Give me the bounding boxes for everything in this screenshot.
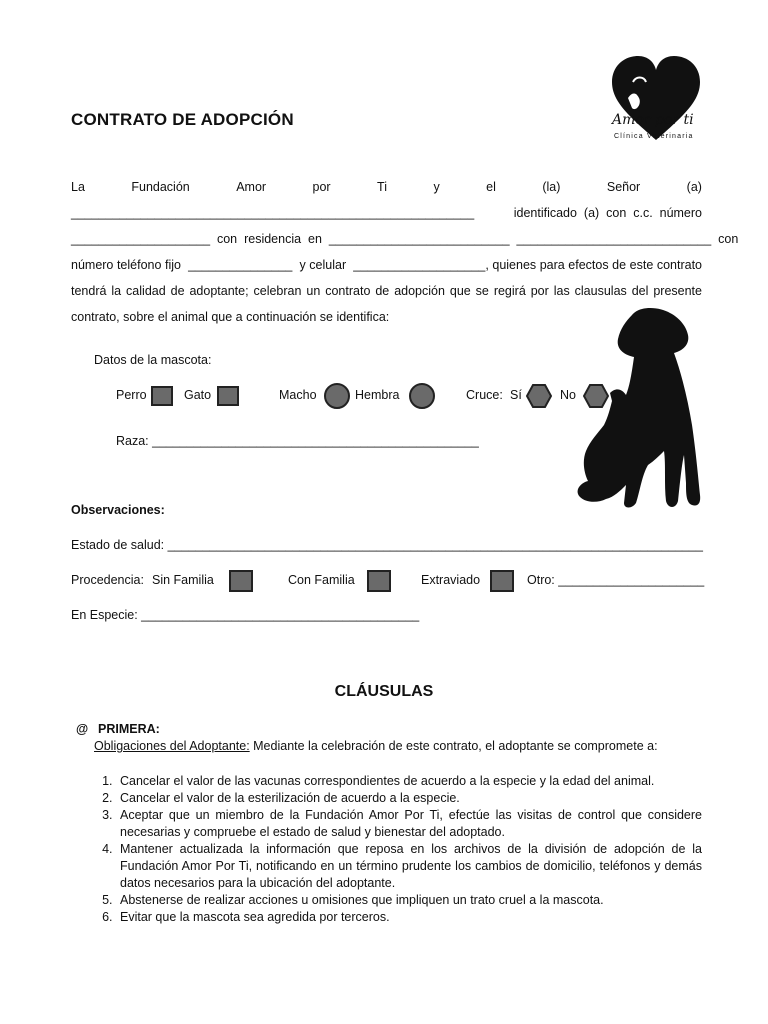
male-radio[interactable] bbox=[324, 383, 350, 409]
intro-line-4[interactable]: número teléfono fijo _______________ y celular ___________________, quienes para efectos de este contrato bbox=[71, 258, 702, 272]
male-label: Macho bbox=[279, 388, 317, 402]
health-status-field[interactable]: Estado de salud: _____________________________________________________________________________ bbox=[71, 538, 703, 552]
no-family-checkbox[interactable] bbox=[229, 570, 253, 592]
obligations-text: Mediante la celebración de este contrato, el adoptante se compromete a: bbox=[249, 739, 658, 753]
cross-no-option[interactable] bbox=[583, 383, 609, 409]
intro-line-5: tendrá la calidad de adoptante; celebran un contrato de adopción que se regirá por las clausulas del presente bbox=[71, 284, 702, 298]
dog-checkbox[interactable] bbox=[151, 386, 173, 406]
with-family-checkbox[interactable] bbox=[367, 570, 391, 592]
other-field[interactable]: Otro: _____________________ bbox=[527, 573, 705, 587]
list-item: 3. Aceptar que un miembro de la Fundación Amor Por Ti, efectúe las visitas de control que considere necesarias y compruebe el estado de salud y bienestar del adoptado. bbox=[116, 807, 702, 841]
cross-no-label: No bbox=[560, 388, 576, 402]
at-bullet-icon: @ bbox=[76, 722, 89, 736]
origin-label: Procedencia: bbox=[71, 573, 144, 587]
obligations-label: Obligaciones del Adoptante: bbox=[94, 739, 250, 753]
list-item: 6. Evitar que la mascota sea agredida por terceros. bbox=[116, 909, 702, 926]
page-title: CONTRATO DE ADOPCIÓN bbox=[71, 110, 294, 129]
list-item: 4. Mantener actualizada la información que reposa en los archivos de la división de adopción de la Fundación Amor Por Ti, notificando en un término prudente los cambios de domicilio, teléfonos y demás datos necesarios para la ubicación del adoptante. bbox=[116, 841, 702, 892]
pet-data-heading: Datos de la mascota: bbox=[94, 353, 212, 367]
name-blank[interactable]: __________________________________________________________ bbox=[71, 206, 475, 220]
cross-label: Cruce: bbox=[466, 388, 503, 402]
breed-field[interactable]: Raza: _______________________________________________ bbox=[116, 434, 479, 448]
list-item: 5. Abstenerse de realizar acciones u omisiones que impliquen un trato cruel a la mascota. bbox=[116, 892, 702, 909]
cat-checkbox[interactable] bbox=[217, 386, 239, 406]
cross-yes-label: Sí bbox=[510, 388, 522, 402]
cat-label: Gato bbox=[184, 388, 212, 402]
first-clause-heading: PRIMERA: bbox=[98, 722, 160, 736]
female-label: Hembra bbox=[355, 388, 400, 402]
list-item: 1. Cancelar el valor de las vacunas correspondientes de acuerdo a la especie y la edad del animal. bbox=[116, 773, 702, 790]
list-item: 2. Cancelar el valor de la esterilización de acuerdo a la especie. bbox=[116, 790, 702, 807]
obligations-list bbox=[94, 773, 702, 926]
observations-heading: Observaciones: bbox=[71, 503, 165, 517]
lost-label: Extraviado bbox=[421, 573, 481, 587]
lost-checkbox[interactable] bbox=[490, 570, 514, 592]
logo-brand-text: Amor por ti bbox=[612, 112, 694, 128]
intro-line-1: La Fundación Amor por Ti y el (la) Señor (a) bbox=[71, 180, 702, 194]
intro-line-2: __________________________________________________________ identificado (a) con c.c. número bbox=[71, 200, 702, 226]
species-field[interactable]: En Especie: ________________________________________ bbox=[71, 608, 420, 622]
obligations-line bbox=[94, 739, 658, 753]
intro-line-6: contrato, sobre el animal que a continuación se identifica: bbox=[71, 310, 390, 324]
dog-label: Perro bbox=[116, 388, 147, 402]
no-family-label: Sin Familia bbox=[152, 573, 214, 587]
cross-yes-option[interactable] bbox=[526, 383, 552, 409]
logo-subtitle: Clínica Veterinaria bbox=[614, 133, 694, 140]
intro-line-3[interactable]: ____________________ con residencia en __________________________ ____________________________ con bbox=[71, 232, 739, 246]
female-radio[interactable] bbox=[409, 383, 435, 409]
clauses-heading: CLÁUSULAS bbox=[334, 683, 434, 700]
with-family-label: Con Familia bbox=[288, 573, 355, 587]
